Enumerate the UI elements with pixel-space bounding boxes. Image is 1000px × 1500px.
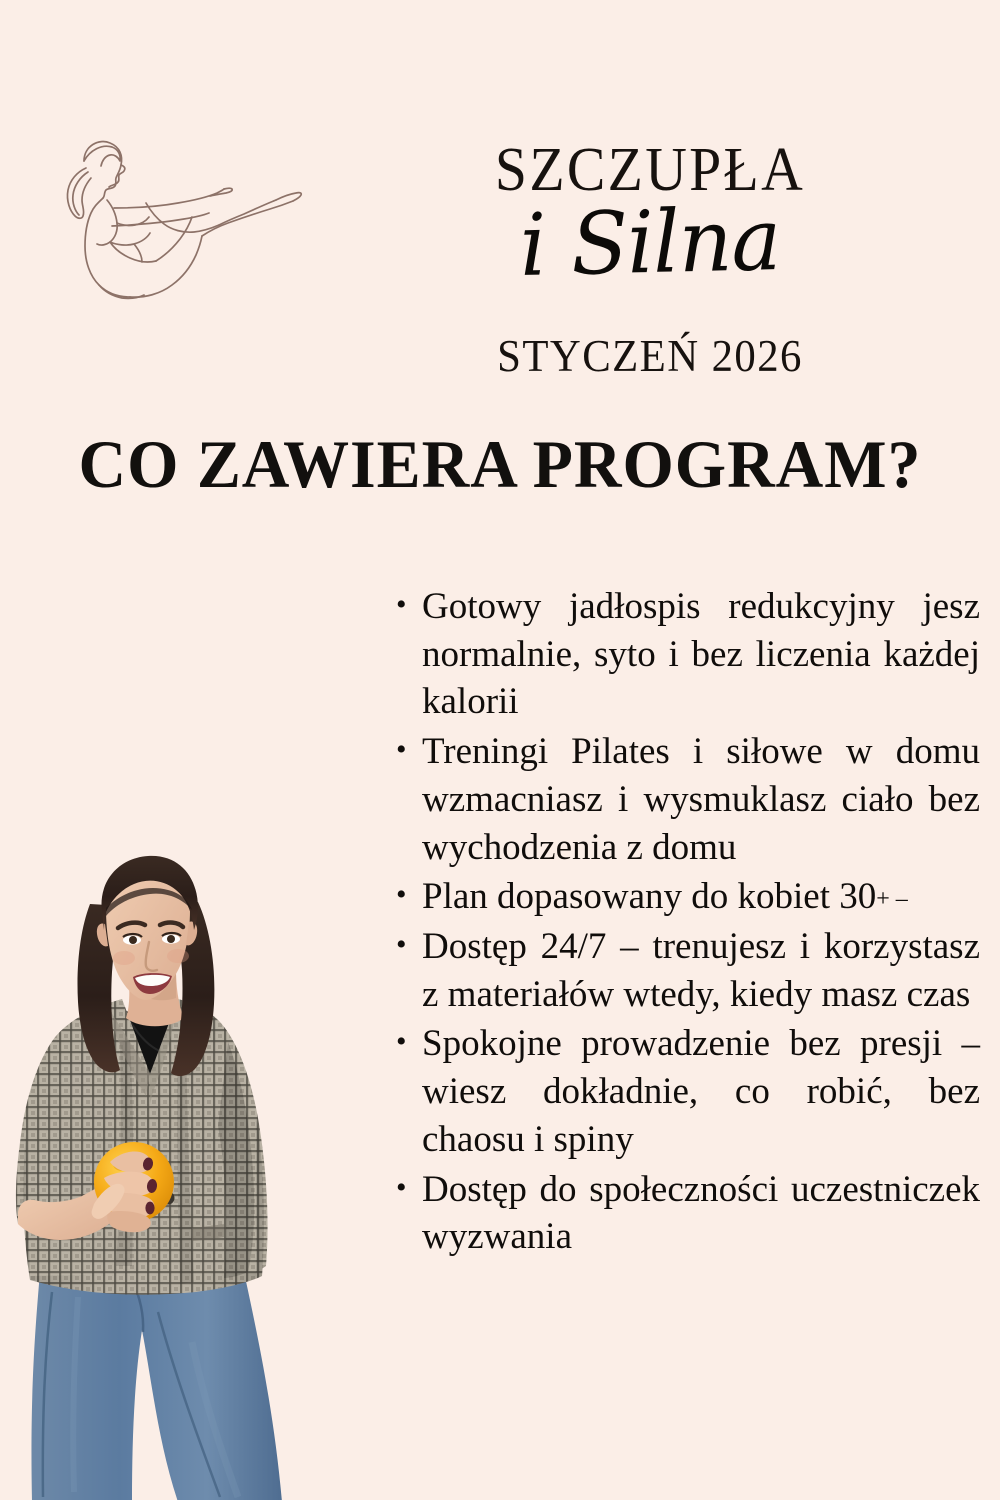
program-features-list [390,583,980,1263]
brand-title-line2-script: i Silna [518,189,782,297]
list-item-text: Dostęp 24/7 – trenujesz i korzystasz z materiałów wtedy, kiedy masz czas [422,926,980,1015]
list-item-suffix: + – [876,886,908,913]
list-item [390,728,980,871]
list-item [390,1166,980,1261]
page-title: CO ZAWIERA PROGRAM? [78,426,922,502]
pilates-woman-logo-icon [44,128,314,328]
coach-portrait-photo [0,842,342,1500]
list-item [390,1020,980,1163]
list-item-text: Treningi Pilates i siłowe w domu wzmacniasz i wysmuklasz ciało bez wychodzenia z domu [422,731,980,868]
list-item-text: Plan dopasowany do kobiet 30 [422,876,877,918]
list-item-text: Spokojne prowadzenie bez presji – wiesz dokładnie, co robić, bez chaosu i spiny [422,1023,980,1160]
list-item [390,923,980,1018]
issue-date: STYCZEŃ 2026 [497,331,803,381]
brand-title-line1: SZCZUPŁA [494,136,806,204]
list-item-text: Dostęp do społeczności uczestniczek wyzwania [422,1168,980,1258]
list-item-text: Gotowy jadłospis redukcyjny jesz normalnie, syto i bez liczenia każdej kalorii [422,586,980,723]
list-item [390,873,980,921]
list-item [390,583,980,726]
